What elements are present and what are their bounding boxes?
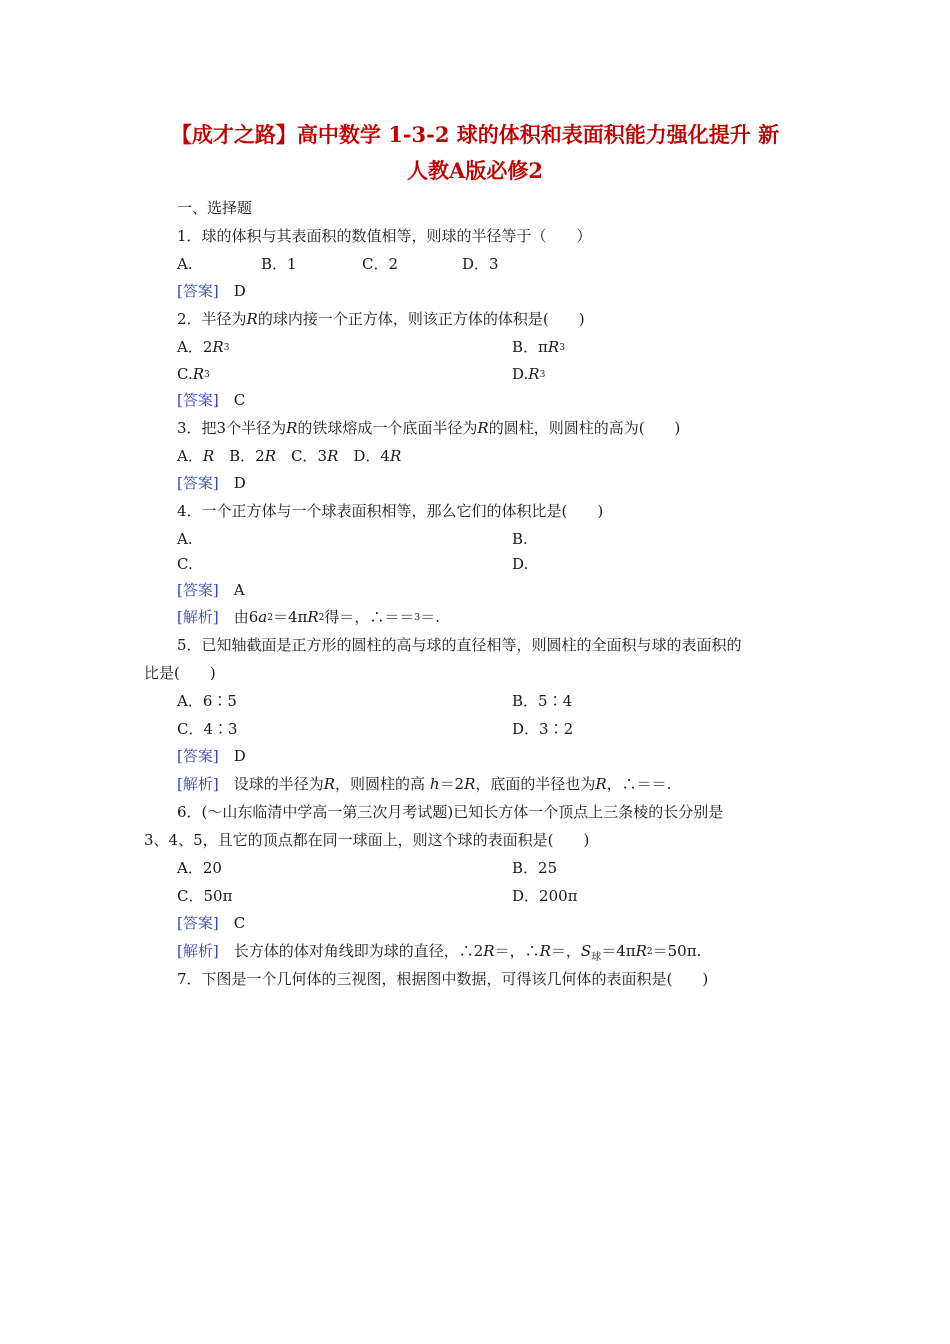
- section-heading: 一、选择题: [177, 199, 253, 217]
- q5-option-c: C．4∶3: [177, 720, 238, 738]
- q3-stem: 3．把3个半径为R的铁球熔成一个底面半径为R的圆柱，则圆柱的高为( ): [177, 419, 681, 437]
- q6-option-d: D．200π: [512, 887, 578, 905]
- answer-tag: [答案]: [177, 474, 219, 492]
- q1-option-a: A.: [177, 255, 193, 273]
- q6-analysis: [解析] 长方体的体对角线即为球的直径，∴2R＝，∴R＝，$S_球=4\pi R^2=50\pi$.: [177, 942, 702, 963]
- q6-answer: [答案] C: [177, 914, 246, 932]
- q5-analysis: [解析] 设球的半径为R，则圆柱的高 h＝2R，底面的半径也为R，∴＝＝.: [177, 775, 672, 793]
- q2-answer: [答案] C: [177, 391, 246, 409]
- q6-stem-line-2: 3、4、5，且它的顶点都在同一球面上，则这个球的表面积是( ): [144, 831, 590, 849]
- analysis-tag: [解析]: [177, 608, 219, 626]
- q5-stem-line-2: 比是( ): [144, 664, 216, 682]
- q6-option-b: B．25: [512, 859, 558, 877]
- q6-option-a: A．20: [177, 859, 222, 877]
- answer-tag: [答案]: [177, 282, 219, 300]
- q4-answer: [答案] A: [177, 581, 245, 599]
- q5-option-b: B．5∶4: [512, 692, 573, 710]
- q6-stem-line-1: 6．(～山东临清中学高一第三次月考试题)已知长方体一个顶点上三条棱的长分别是: [177, 803, 724, 821]
- title-line-2: 人教A版必修2: [407, 158, 543, 183]
- q1-option-c: C．2: [362, 255, 399, 273]
- title-line-1: 【成才之路】高中数学 1-3-2 球的体积和表面积能力强化提升 新: [170, 122, 780, 147]
- q1-stem: 1．球的体积与其表面积的数值相等，则球的半径等于（ ）: [177, 227, 592, 245]
- q2-option-a: A．$2R^3$: [177, 338, 230, 356]
- q7-stem: 7．下图是一个几何体的三视图，根据图中数据，可得该几何体的表面积是( ): [177, 970, 709, 988]
- q2-stem: 2．半径为R的球内接一个正方体，则该正方体的体积是( ): [177, 310, 585, 328]
- q1-answer: [答案] D: [177, 282, 246, 300]
- q6-option-c: C．50π: [177, 887, 233, 905]
- q5-option-a: A．6∶5: [177, 692, 237, 710]
- q5-answer: [答案] D: [177, 747, 246, 765]
- q2-option-c: $C.R^3$: [177, 365, 210, 383]
- answer-tag: [答案]: [177, 747, 219, 765]
- q4-option-d: D.: [512, 555, 529, 573]
- answer-tag: [答案]: [177, 391, 219, 409]
- q3-options: A．R B．2R C．3R D．4R: [177, 447, 402, 465]
- answer-tag: [答案]: [177, 914, 219, 932]
- analysis-tag: [解析]: [177, 942, 219, 960]
- q1-option-b: B．1: [261, 255, 297, 273]
- q2-option-d: $D.R^3$: [512, 365, 546, 383]
- q5-stem-line-1: 5．已知轴截面是正方形的圆柱的高与球的直径相等，则圆柱的全面积与球的表面积的: [177, 636, 742, 654]
- q5-option-d: D．3∶2: [512, 720, 574, 738]
- q1-option-d: D．3: [462, 255, 499, 273]
- q4-option-b: B.: [512, 530, 528, 548]
- q4-option-a: A.: [177, 530, 193, 548]
- q4-option-c: C.: [177, 555, 193, 573]
- q4-stem: 4．一个正方体与一个球表面积相等，那么它们的体积比是( ): [177, 502, 604, 520]
- answer-tag: [答案]: [177, 581, 219, 599]
- q2-option-b: B．$\pi R^3$: [512, 338, 565, 356]
- analysis-tag: [解析]: [177, 775, 219, 793]
- q4-analysis: [解析] 由$6a^2=4\pi R^2$得＝，∴＝＝$^3$＝.: [177, 608, 440, 626]
- q3-answer: [答案] D: [177, 474, 246, 492]
